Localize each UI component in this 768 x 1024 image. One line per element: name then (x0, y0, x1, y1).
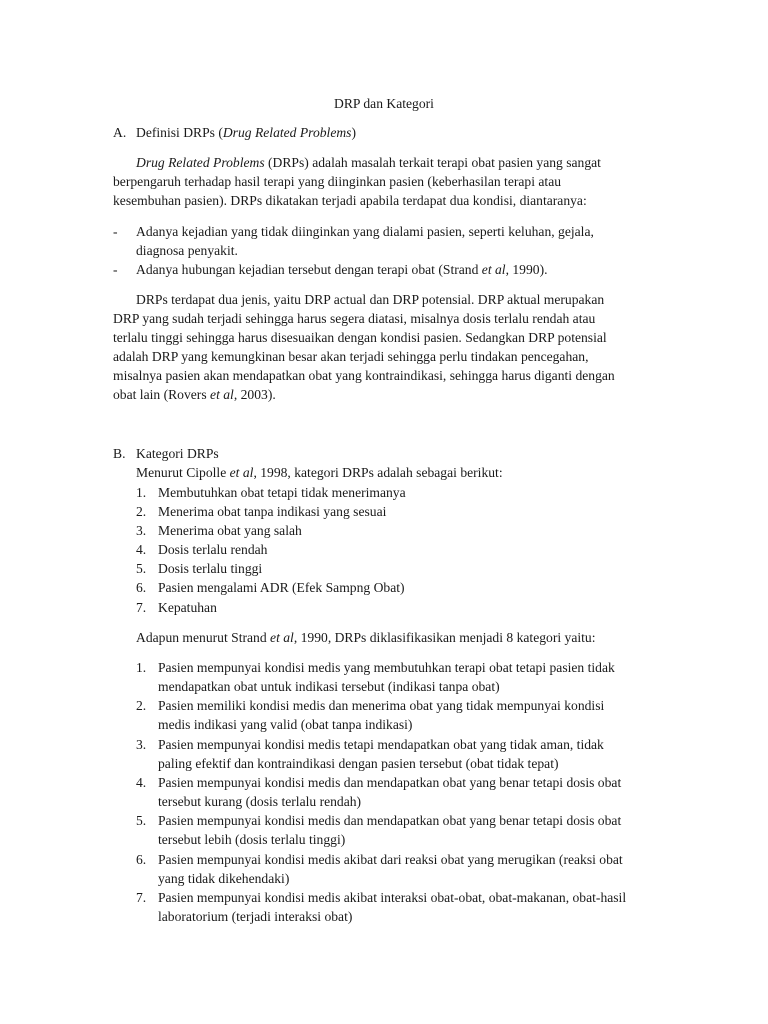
list-item-text: Menerima obat tanpa indikasi yang sesuai (158, 504, 387, 519)
list-number: 2. (136, 698, 147, 713)
cipolle-intro: Menurut Cipolle et al, 1998, kategori DRPs adalah sebagai berikut: (136, 465, 503, 480)
list-item-line2: yang tidak dikehendaki) (158, 871, 290, 886)
list-item-line2: medis indikasi yang valid (obat tanpa indikasi) (158, 717, 413, 732)
list-number: 7. (136, 890, 147, 905)
list-item-text: Membutuhkan obat tetapi tidak menerimanya (158, 485, 406, 500)
bullet1-line1: Adanya kejadian yang tidak diinginkan yang dialami pasien, seperti keluhan, gejala, (136, 224, 594, 239)
para2-line-last: obat lain (Rovers et al, 2003). (113, 387, 276, 402)
list-number: 3. (136, 523, 147, 538)
list-item-line1: Pasien mempunyai kondisi medis tetapi mendapatkan obat yang tidak aman, tidak (158, 737, 604, 752)
list-item-line1: Pasien mempunyai kondisi medis dan mendapatkan obat yang benar tetapi dosis obat (158, 813, 622, 828)
list-item-line1: Pasien mempunyai kondisi medis yang membutuhkan terapi obat tetapi pasien tidak (158, 660, 615, 675)
list-item-line2: tersebut lebih (dosis terlalu tinggi) (158, 832, 346, 847)
section-a-heading: Definisi DRPs (Drug Related Problems) (136, 125, 357, 140)
list-item-line2: tersebut kurang (dosis terlalu rendah) (158, 794, 362, 809)
list-number: 4. (136, 775, 147, 790)
list-number: 1. (136, 660, 147, 675)
section-a-letter: A. (113, 125, 127, 140)
list-number: 6. (136, 580, 147, 595)
list-number: 7. (136, 600, 147, 615)
para2-line: terlalu tinggi sehingga harus disesuaikan dengan kondisi pasien. Sedangkan DRP potensial (113, 330, 607, 345)
strand-intro: Adapun menurut Strand et al, 1990, DRPs diklasifikasikan menjadi 8 kategori yaitu: (136, 630, 596, 645)
list-number: 6. (136, 852, 147, 867)
list-item-line2: paling efektif dan kontraindikasi dengan pasien tersebut (obat tidak tepat) (158, 756, 559, 771)
bullet-marker: - (113, 262, 118, 277)
list-item-text: Pasien mengalami ADR (Efek Sampng Obat) (158, 580, 405, 595)
list-item-text: Menerima obat yang salah (158, 523, 302, 538)
para2-line: DRPs terdapat dua jenis, yaitu DRP actual dan DRP potensial. DRP aktual merupakan (136, 292, 605, 307)
bullet-marker: - (113, 224, 118, 239)
bullet1-line2: diagnosa penyakit. (136, 243, 238, 258)
list-number: 5. (136, 813, 147, 828)
bullet2-line: Adanya hubungan kejadian tersebut dengan terapi obat (Strand et al, 1990). (136, 262, 548, 277)
list-item-line2: mendapatkan obat untuk indikasi tersebut (indikasi tanpa obat) (158, 679, 500, 694)
para1-line2: berpengaruh terhadap hasil terapi yang diinginkan pasien (keberhasilan terapi atau (113, 174, 562, 189)
para1-line1: Drug Related Problems (DRPs) adalah masalah terkait terapi obat pasien yang sangat (136, 155, 601, 170)
para2-line: DRP yang sudah terjadi sehingga harus segera diatasi, misalnya dosis terlalu rendah atau (113, 311, 596, 326)
section-b-heading: Kategori DRPs (136, 446, 219, 461)
list-number: 4. (136, 542, 147, 557)
para2-line: adalah DRP yang kemungkinan besar akan terjadi sehingga perlu tindakan pencegahan, (113, 349, 589, 364)
list-item-line1: Pasien mempunyai kondisi medis akibat interaksi obat-obat, obat-makanan, obat-hasil (158, 890, 627, 905)
list-number: 3. (136, 737, 147, 752)
page-title: DRP dan Kategori (334, 96, 434, 111)
list-number: 5. (136, 561, 147, 576)
list-item-text: Dosis terlalu tinggi (158, 561, 263, 576)
para1-line3: kesembuhan pasien). DRPs dikatakan terjadi apabila terdapat dua kondisi, diantaranya: (113, 193, 587, 208)
list-item-line1: Pasien memiliki kondisi medis dan menerima obat yang tidak mempunyai kondisi (158, 698, 605, 713)
list-number: 2. (136, 504, 147, 519)
list-item-text: Kepatuhan (158, 600, 217, 615)
section-b-letter: B. (113, 446, 126, 461)
list-item-line2: laboratorium (terjadi interaksi obat) (158, 909, 353, 924)
list-number: 1. (136, 485, 147, 500)
list-item-line1: Pasien mempunyai kondisi medis dan mendapatkan obat yang benar tetapi dosis obat (158, 775, 622, 790)
list-item-line1: Pasien mempunyai kondisi medis akibat dari reaksi obat yang merugikan (reaksi obat (158, 852, 623, 867)
para2-line: misalnya pasien akan mendapatkan obat yang kontraindikasi, sehingga harus diganti dengan (113, 368, 615, 383)
list-item-text: Dosis terlalu rendah (158, 542, 268, 557)
